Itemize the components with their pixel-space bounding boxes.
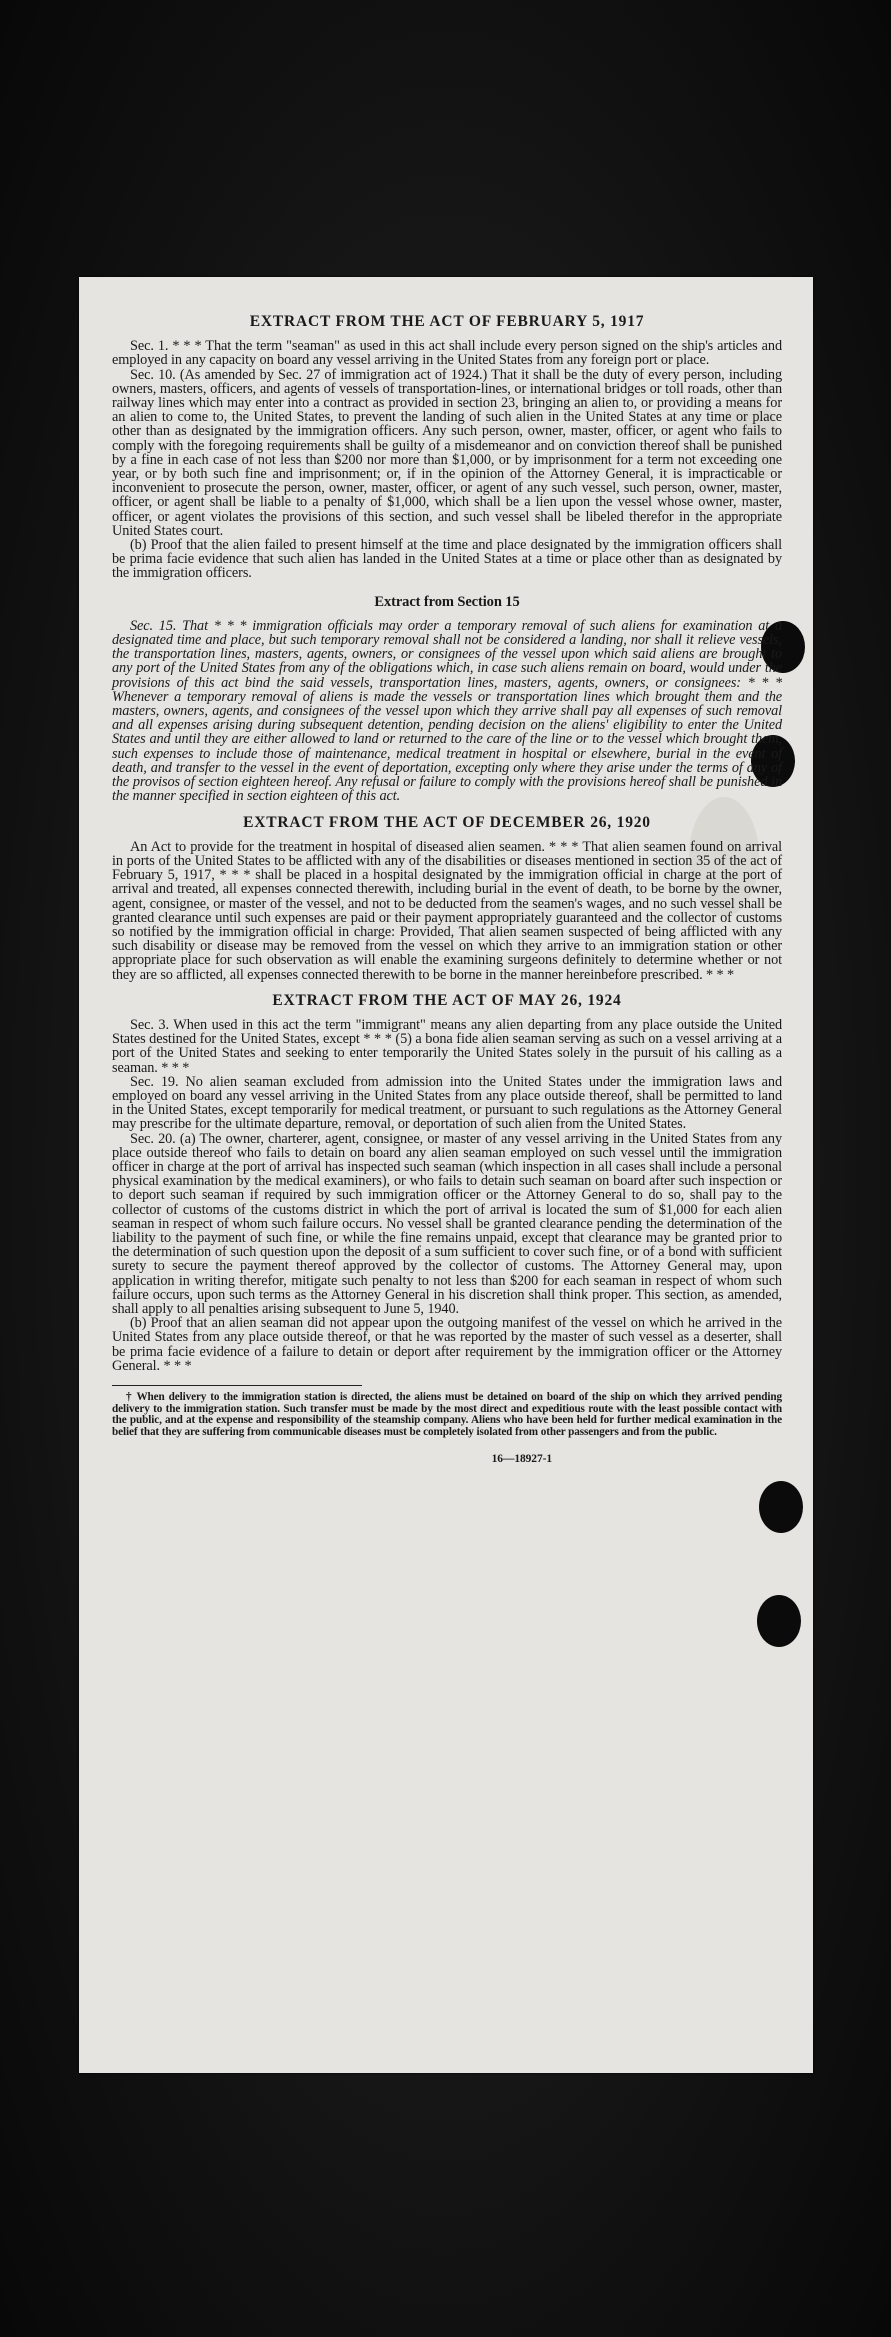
footnote-divider <box>112 1385 362 1386</box>
footnote-text: † When delivery to the immigration station is directed, the aliens must be detained on board of the ship on which they arrived pending delivery to the immigration station. Such transfer must be made by the most direct and expeditious route with the least possible contact with the public, and at the expense and responsibility of the steamship company. Aliens who have been held for further medical examination in the belief that they are suffering from communicable diseases must be completely isolated from other passengers and from the public. <box>112 1391 782 1438</box>
act-1917-heading: EXTRACT FROM THE ACT OF FEBRUARY 5, 1917 <box>249 313 645 330</box>
punch-hole <box>757 1595 801 1647</box>
act-1920-text: An Act to provide for the treatment in hospital of diseased alien seamen. * * * That alien seamen found on arrival in ports of the United States to be afflicted with any of the disabilities or diseases mentioned in section 35 of the act of February 5, 1917, * * * shall be placed in a hospital designated by the immigration official in charge at the port of arrival and treated, all expenses connected therewith, including burial in the event of death, to be borne by the owner, agent, consignee, or master of the vessel, and not to be deducted from the seamen's wages, and no such vessel shall be granted clearance until such expenses are paid or their payment appropriately guaranteed and the collector of customs so notified by the immigration official in charge: Provided, That alien seamen suspected of being afflicted with any such disability or disease may be removed from the vessel on which they arrive to an immigration station or other appropriate place for such observation as will enable the examining surgeons definitely to determine whether or not they are so afflicted, all expenses connected therewith to be borne in the manner hereinbefore prescribed. * * * <box>112 838 782 983</box>
section-10-text: Sec. 10. (As amended by Sec. 27 of immigration act of 1924.) That it shall be the duty of every person, including owners, masters, officers, and agents of vessels of transportation-lines, or international bridges or toll roads, other than railway lines which may enter into a contract as provided in section 23, bringing an alien to, or providing a means for an alien to come to, the United States, to prevent the landing of such alien in the United States at any time or place other than as designated by the immigration officers. Any such person, owner, master, officer, or agent who fails to comply with the foregoing requirements shall be guilty of a misdemeanor and on conviction thereof shall be punished by a fine in each case of not less than $200 nor more than $1,000, or by imprisonment for a term not exceeding one year, or by both such fine and imprisonment; or, if in the opinion of the Attorney General, it is impracticable or inconvenient to prosecute the person, owner, master, officer, or agent of any such vessel, such person, owner, master, officer, or agent shall be liable to a penalty of $1,000, which shall be a lien upon the vessel whose owner, master, officer, or agent violates the provisions of this section, and such vessel shall be libeled therefor in the appropriate United States court. <box>112 366 782 539</box>
act-1920-heading: EXTRACT FROM THE ACT OF DECEMBER 26, 1920 <box>243 813 651 831</box>
document-body <box>112 315 782 1466</box>
section-20-text: Sec. 20. (a) The owner, charterer, agent, consignee, or master of any vessel arriving in the United States from any place outside thereof who fails to detain on board any alien seaman employed on such vessel until the immigration officer in charge at the port of arrival has inspected such seaman (which inspection in all cases shall include a personal physical examination by the medical examiners), or who fails to detain such seaman on board after such inspection or to deport such seaman if required by such immigration officer or the Attorney General to do so, shall pay to the collector of customs of the customs district in which the port of arrival is located the sum of $1,000 for each alien seaman in respect of whom such failure occurs. No vessel shall be granted clearance pending the determination of the liability to the payment of such fine, or while the fine remains unpaid, except that clearance may be granted prior to the determination of such question upon the deposit of a sum sufficient to cover such fine, or of a bond with sufficient surety to secure the payment thereof approved by the collector of customs. The Attorney General may, upon application in writing therefor, mitigate such penalty to not less than $200 for each seaman in respect of whom such failure occurs, upon such terms as the Attorney General in his discretion shall think proper. This section, as amended, shall apply to all penalties arising subsequent to June 5, 1940. <box>112 1130 782 1317</box>
punch-hole <box>759 1481 803 1533</box>
section-1-text: Sec. 1. * * * That the term "seaman" as used in this act shall include every person signed on the ship's articles and employed in any capacity on board any vessel arriving in the United States from any foreign port or place. <box>112 338 782 369</box>
section-3-text: Sec. 3. When used in this act the term "immigrant" means any alien departing from any place outside the United States destined for the United States, except * * * (5) a bona fide alien seaman serving as such on a vessel arriving at a port of the United States and seeking to enter temporarily the United States solely in the pursuit of his calling as a seaman. * * * <box>112 1016 782 1076</box>
form-number: 16—18927-1 <box>491 1453 552 1466</box>
section-10b-text: (b) Proof that the alien failed to present himself at the time and place designated by the immigration officers shall be prima facie evidence that such alien has landed in the United States at a time or place other than as designated by the immigration officers. <box>112 537 782 582</box>
section-19-text: Sec. 19. No alien seaman excluded from admission into the United States under the immigration laws and employed on board any vessel arriving in the United States from any place outside thereof, shall be permitted to land in the United States, except temporarily for medical treatment, or pursuant to such regulations as the Attorney General may prescribe for the ultimate departure, removal, or deportation of such alien from the United States. <box>112 1073 782 1133</box>
section-15-text: Sec. 15. That * * * immigration officials may order a temporary removal of such aliens for examination at a designated time and place, but such temporary removal shall not be considered a landing, nor shall it relieve vessels, the transportation lines, masters, agents, owners, or consignees of the vessel upon which said aliens are brought to any port of the United States from any of the obligations which, in case such aliens remain on board, would under the provisions of this act bind the said vessels, transportation lines, masters, agents, owners, or consignees: * * * Whenever a temporary removal of aliens is made the vessels or transportation lines which brought them and the masters, owners, agents, and consignees of the vessel upon which they arrive shall pay all expenses of such removal and all expenses arising during subsequent detention, pending decision on the aliens' eligibility to enter the United States and until they are either allowed to land or returned to the care of the line or to the vessel which brought them, such expenses to include those of maintenance, medical treatment in hospital or elsewhere, burial in the event of death, and transfer to the vessel in the event of deportation, excepting only where they arise under the terms of any of the provisos of section eighteen hereof. Any refusal or failure to comply with the provisions hereof shall be punished in the manner specified in section eighteen of this act. <box>112 617 782 805</box>
section-20b-text: (b) Proof that an alien seaman did not appear upon the outgoing manifest of the vessel on which he arrived in the United States from any place outside thereof, or that he was reported by the master of such vessel as a deserter, shall be prima facie evidence of a failure to detain or deport after requirement by the immigration officer or the Attorney General. * * * <box>112 1315 782 1374</box>
section-15-heading: Extract from Section 15 <box>374 593 520 610</box>
act-1924-heading: EXTRACT FROM THE ACT OF MAY 26, 1924 <box>272 991 622 1009</box>
document-page <box>79 277 813 2073</box>
